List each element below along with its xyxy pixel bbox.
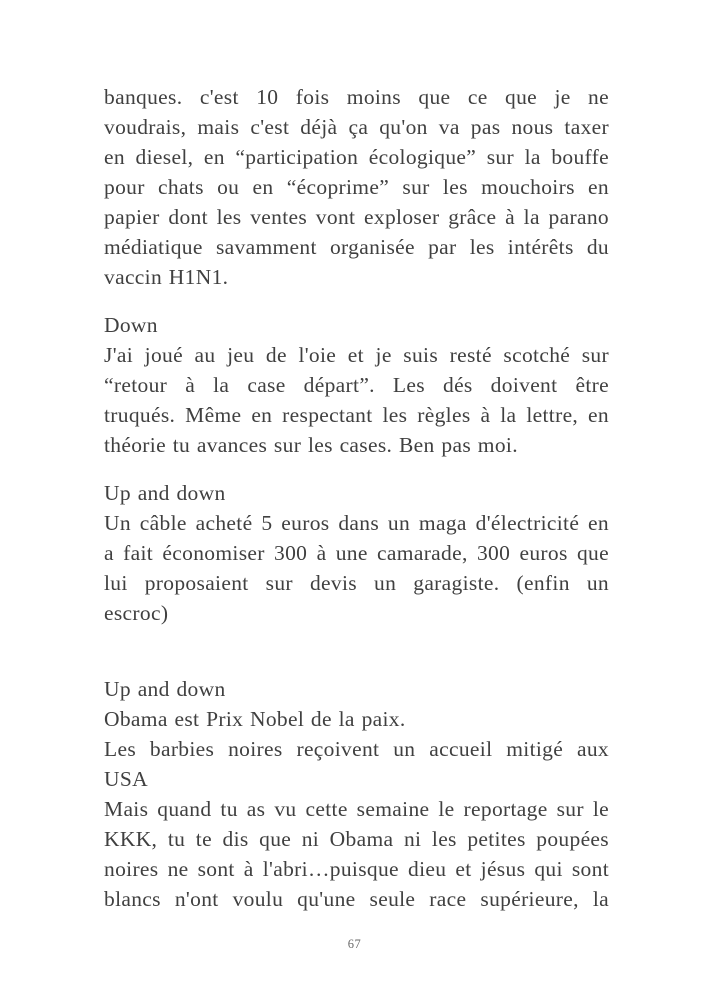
- text-line: Un câble acheté 5 euros dans un maga d'électricité en: [104, 511, 609, 535]
- text-line: “retour à la case départ”. Les dés doivent être: [104, 373, 609, 397]
- text-line: lui proposaient sur devis un garagiste. (enfin un: [104, 571, 609, 595]
- text-block: [104, 82, 609, 914]
- text-line: J'ai joué au jeu de l'oie et je suis resté scotché sur: [104, 343, 609, 367]
- text-line: a fait économiser 300 à une camarade, 300 euros que: [104, 541, 609, 565]
- text-line: noires ne sont à l'abri…puisque dieu et jésus qui sont: [104, 857, 609, 881]
- page-number: 67: [347, 937, 362, 951]
- text-line: médiatique savamment organisée par les intérêts du: [104, 235, 609, 259]
- text-line: truqués. Même en respectant les règles à la lettre, en: [104, 403, 609, 427]
- text-line: Down: [104, 313, 158, 337]
- text-line: escroc): [104, 601, 169, 625]
- text-line: en diesel, en “participation écologique” sur la bouffe: [104, 145, 609, 169]
- text-line: Les barbies noires reçoivent un accueil mitigé aux: [104, 737, 609, 761]
- text-line: Up and down: [104, 481, 226, 505]
- text-line: théorie tu avances sur les cases. Ben pas moi.: [104, 433, 518, 457]
- text-line: blancs n'ont voulu qu'une seule race supérieure, la: [104, 887, 609, 911]
- text-line: Obama est Prix Nobel de la paix.: [104, 707, 406, 731]
- section-down: [104, 310, 609, 460]
- section-up-and-down-2: [104, 674, 609, 914]
- text-line: pour chats ou en “écoprime” sur les mouchoirs en: [104, 175, 609, 199]
- text-line: papier dont les ventes vont exploser grâce à la parano: [104, 205, 609, 229]
- text-line: Up and down: [104, 677, 226, 701]
- paragraph-banques: [104, 82, 609, 292]
- text-line: Mais quand tu as vu cette semaine le reportage sur le: [104, 797, 609, 821]
- text-line: USA: [104, 767, 148, 791]
- text-line: vaccin H1N1.: [104, 265, 229, 289]
- text-line: banques. c'est 10 fois moins que ce que je ne: [104, 85, 609, 109]
- text-line: voudrais, mais c'est déjà ça qu'on va pas nous taxer: [104, 115, 609, 139]
- text-line: KKK, tu te dis que ni Obama ni les petites poupées: [104, 827, 609, 851]
- section-up-and-down-1: [104, 478, 609, 628]
